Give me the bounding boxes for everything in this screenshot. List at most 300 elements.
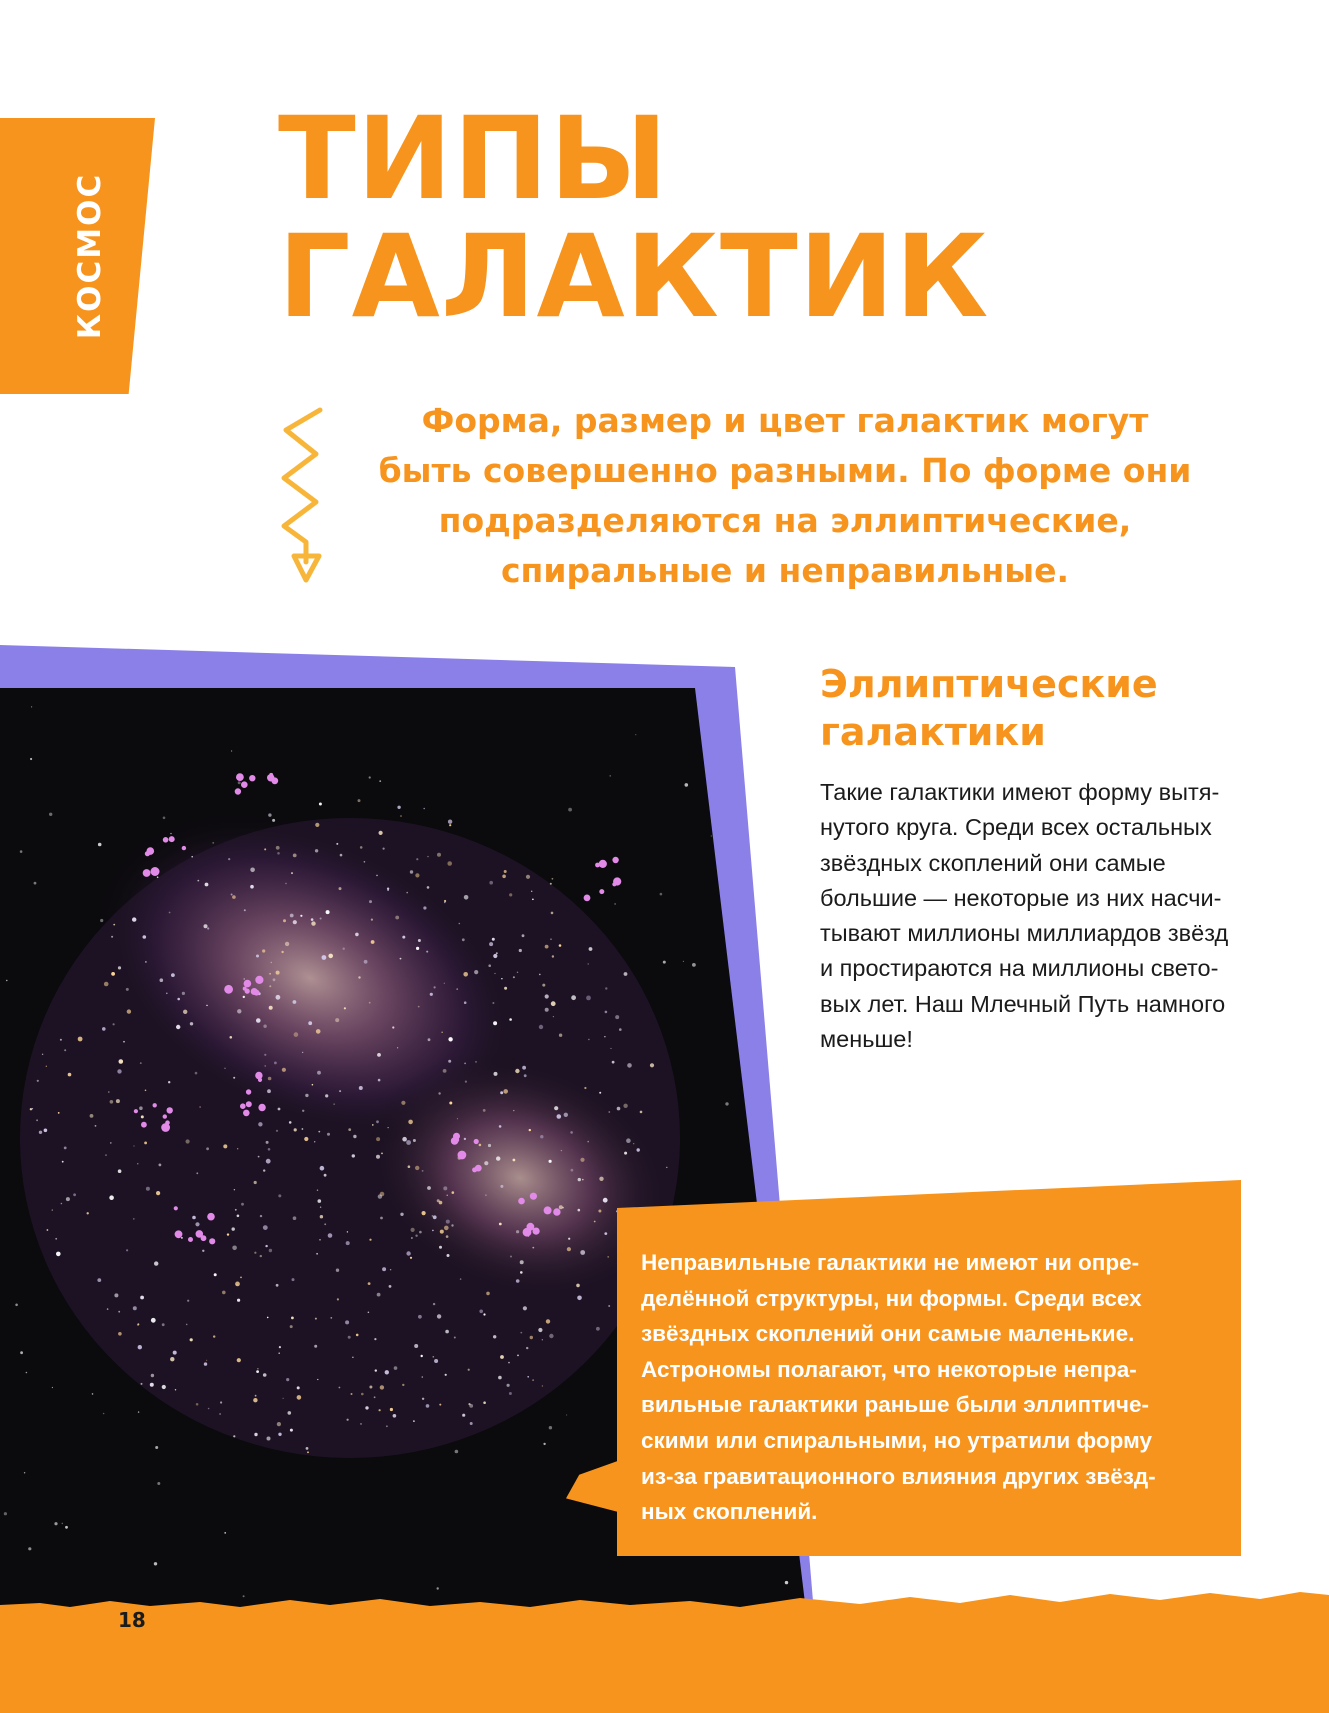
star-dot bbox=[400, 815, 402, 817]
star-dot bbox=[444, 1226, 449, 1231]
star-dot bbox=[103, 1413, 105, 1415]
star-dot bbox=[711, 835, 712, 836]
star-dot bbox=[598, 1210, 601, 1213]
star-dot bbox=[520, 1332, 522, 1334]
star-dot bbox=[133, 1306, 137, 1310]
star-dot bbox=[376, 1137, 380, 1141]
star-dot bbox=[264, 1054, 266, 1056]
pink-star-dot bbox=[599, 889, 604, 894]
pink-star-dot bbox=[196, 1230, 204, 1238]
star-dot bbox=[414, 1344, 418, 1348]
star-dot bbox=[381, 1153, 383, 1155]
star-dot bbox=[235, 1282, 240, 1287]
star-dot bbox=[343, 948, 345, 950]
page-title-line-2: ГАЛАКТИК bbox=[278, 210, 990, 343]
star-dot bbox=[393, 1414, 397, 1418]
star-dot bbox=[143, 935, 147, 939]
star-dot bbox=[421, 1355, 423, 1357]
star-dot bbox=[685, 783, 689, 787]
star-dot bbox=[486, 1292, 490, 1296]
star-dot bbox=[266, 1141, 269, 1144]
star-dot bbox=[151, 1318, 156, 1323]
star-dot bbox=[387, 888, 389, 890]
star-dot bbox=[623, 1104, 627, 1108]
body-line: вых лет. Наш Млечный Путь намного bbox=[820, 990, 1226, 1017]
star-dot bbox=[549, 1426, 552, 1429]
star-dot bbox=[317, 1379, 318, 1380]
star-dot bbox=[383, 848, 385, 850]
star-dot bbox=[464, 895, 469, 900]
star-dot bbox=[279, 1346, 281, 1348]
star-dot bbox=[508, 1362, 510, 1364]
star-dot bbox=[418, 1315, 422, 1319]
star-dot bbox=[419, 1231, 422, 1234]
pink-star-dot bbox=[255, 1072, 262, 1079]
star-dot bbox=[416, 947, 419, 950]
star-dot bbox=[237, 1358, 241, 1362]
pink-star-dot bbox=[530, 1193, 537, 1200]
star-dot bbox=[78, 1037, 83, 1042]
star-dot bbox=[157, 876, 159, 878]
star-dot bbox=[369, 1002, 371, 1004]
star-dot bbox=[444, 983, 445, 984]
star-dot bbox=[196, 1403, 199, 1406]
star-dot bbox=[386, 1425, 388, 1427]
pink-star-dot bbox=[174, 1206, 178, 1210]
star-dot bbox=[360, 1423, 362, 1425]
star-dot bbox=[464, 1063, 466, 1065]
star-dot bbox=[439, 1246, 442, 1249]
star-dot bbox=[457, 1118, 458, 1119]
star-dot bbox=[111, 936, 113, 938]
star-dot bbox=[542, 1385, 543, 1386]
callout-line: ных скоплений. bbox=[641, 1499, 818, 1525]
star-dot bbox=[415, 1235, 417, 1237]
star-dot bbox=[551, 1001, 556, 1006]
star-dot bbox=[328, 954, 333, 959]
star-dot bbox=[402, 936, 405, 939]
star-dot bbox=[364, 861, 366, 863]
star-dot bbox=[155, 1446, 158, 1449]
star-dot bbox=[554, 1106, 558, 1110]
star-dot bbox=[517, 972, 518, 973]
star-dot bbox=[422, 1398, 424, 1400]
star-dot bbox=[300, 915, 302, 917]
star-dot bbox=[445, 1330, 449, 1334]
star-dot bbox=[401, 1101, 405, 1105]
star-dot bbox=[150, 1383, 154, 1387]
star-dot bbox=[392, 1026, 394, 1028]
star-dot bbox=[445, 1374, 447, 1376]
star-dot bbox=[102, 1027, 106, 1031]
pink-star-dot bbox=[224, 985, 233, 994]
star-dot bbox=[447, 1254, 450, 1257]
star-dot bbox=[479, 1310, 483, 1314]
star-dot bbox=[369, 776, 371, 778]
star-dot bbox=[28, 1547, 31, 1550]
star-dot bbox=[118, 1169, 122, 1173]
star-dot bbox=[520, 1271, 523, 1274]
star-dot bbox=[336, 843, 338, 845]
star-dot bbox=[138, 1411, 139, 1412]
star-dot bbox=[271, 962, 272, 963]
star-dot bbox=[267, 1317, 269, 1319]
star-dot bbox=[542, 984, 545, 987]
star-dot bbox=[500, 1091, 503, 1094]
star-dot bbox=[339, 1387, 341, 1389]
star-dot bbox=[364, 960, 368, 964]
page-title bbox=[278, 92, 990, 343]
star-dot bbox=[224, 1068, 225, 1069]
star-dot bbox=[269, 973, 271, 975]
star-dot bbox=[371, 919, 373, 921]
star-dot bbox=[315, 823, 319, 827]
star-dot bbox=[116, 1099, 120, 1103]
star-dot bbox=[475, 1061, 477, 1063]
star-dot bbox=[633, 1143, 634, 1144]
star-dot bbox=[291, 1317, 294, 1320]
star-dot bbox=[550, 883, 552, 885]
star-dot bbox=[206, 1005, 207, 1006]
star-dot bbox=[154, 1261, 158, 1265]
star-dot bbox=[488, 1144, 491, 1147]
star-dot bbox=[227, 1233, 229, 1235]
star-dot bbox=[64, 1147, 67, 1150]
star-dot bbox=[389, 1285, 392, 1288]
star-dot bbox=[327, 1133, 330, 1136]
star-dot bbox=[224, 1532, 226, 1534]
star-dot bbox=[552, 878, 554, 880]
star-dot bbox=[588, 963, 589, 964]
pink-star-dot bbox=[255, 976, 263, 984]
star-dot bbox=[288, 1411, 292, 1415]
star-dot bbox=[433, 1356, 435, 1358]
star-dot bbox=[604, 1036, 605, 1037]
star-dot bbox=[268, 1077, 272, 1081]
star-dot bbox=[557, 1114, 562, 1119]
star-dot bbox=[439, 1404, 441, 1406]
star-dot bbox=[170, 833, 171, 834]
star-dot bbox=[379, 831, 383, 835]
star-dot bbox=[532, 899, 534, 901]
star-dot bbox=[369, 900, 372, 903]
intro-line: подразделяются на эллиптические, bbox=[438, 501, 1132, 540]
star-dot bbox=[171, 973, 175, 977]
star-dot bbox=[567, 1247, 571, 1251]
star-dot bbox=[196, 1172, 198, 1174]
star-dot bbox=[151, 1374, 154, 1377]
star-dot bbox=[66, 1197, 70, 1201]
pink-star-dot bbox=[595, 863, 600, 868]
star-dot bbox=[293, 854, 297, 858]
star-dot bbox=[562, 1207, 564, 1209]
star-dot bbox=[469, 1404, 473, 1408]
star-dot bbox=[278, 1108, 281, 1111]
star-dot bbox=[516, 1230, 519, 1233]
star-dot bbox=[377, 1293, 381, 1297]
star-dot bbox=[470, 1422, 473, 1425]
star-dot bbox=[484, 1161, 488, 1165]
star-dot bbox=[269, 1249, 272, 1252]
star-dot bbox=[566, 1414, 567, 1415]
star-dot bbox=[256, 1370, 259, 1373]
star-dot bbox=[650, 1063, 654, 1067]
star-dot bbox=[195, 1222, 199, 1226]
star-dot bbox=[293, 920, 297, 924]
star-dot bbox=[577, 1296, 582, 1301]
star-dot bbox=[568, 808, 572, 812]
star-dot bbox=[320, 918, 322, 920]
star-dot bbox=[607, 1256, 609, 1258]
star-dot bbox=[666, 1167, 667, 1168]
star-dot bbox=[6, 980, 7, 981]
star-dot bbox=[352, 1154, 355, 1157]
star-dot bbox=[402, 1137, 407, 1142]
star-dot bbox=[263, 1373, 267, 1377]
star-dot bbox=[519, 949, 522, 952]
star-dot bbox=[87, 1212, 89, 1214]
star-dot bbox=[605, 1011, 608, 1014]
star-dot bbox=[570, 1131, 573, 1134]
star-dot bbox=[44, 1129, 48, 1133]
star-dot bbox=[509, 1392, 512, 1395]
star-dot bbox=[489, 881, 493, 885]
star-dot bbox=[608, 1305, 610, 1307]
pink-star-dot bbox=[269, 773, 273, 777]
body-line: тывают миллионы миллиардов звёзд bbox=[820, 920, 1229, 947]
star-dot bbox=[278, 1352, 280, 1354]
star-dot bbox=[614, 903, 615, 904]
star-dot bbox=[283, 919, 286, 922]
star-dot bbox=[584, 1087, 586, 1089]
star-dot bbox=[531, 891, 532, 892]
star-dot bbox=[195, 1072, 198, 1075]
star-dot bbox=[253, 1398, 257, 1402]
pink-star-dot bbox=[165, 1120, 170, 1125]
star-dot bbox=[169, 912, 171, 914]
star-dot bbox=[385, 1370, 389, 1374]
star-dot bbox=[144, 1142, 147, 1145]
star-dot bbox=[549, 1160, 552, 1163]
star-dot bbox=[371, 940, 375, 944]
star-dot bbox=[446, 1235, 449, 1238]
star-dot bbox=[627, 1063, 632, 1068]
star-dot bbox=[376, 1120, 379, 1123]
star-dot bbox=[56, 1252, 61, 1257]
star-dot bbox=[235, 1209, 237, 1211]
star-dot bbox=[231, 894, 233, 896]
star-dot bbox=[324, 1174, 327, 1177]
star-dot bbox=[408, 1165, 411, 1168]
star-dot bbox=[580, 1250, 585, 1255]
pink-star-dot bbox=[175, 1230, 183, 1238]
pink-star-dot bbox=[235, 788, 241, 794]
star-dot bbox=[725, 1102, 728, 1105]
star-dot bbox=[379, 1409, 381, 1411]
star-dot bbox=[540, 1135, 543, 1138]
star-dot bbox=[117, 1069, 121, 1073]
star-dot bbox=[311, 921, 315, 925]
star-dot bbox=[266, 1159, 271, 1164]
star-dot bbox=[571, 995, 576, 1000]
star-dot bbox=[500, 1355, 504, 1359]
star-dot bbox=[529, 1129, 531, 1131]
star-dot bbox=[448, 1037, 452, 1041]
star-dot bbox=[204, 1362, 207, 1365]
pink-star-dot bbox=[533, 1228, 540, 1235]
star-dot bbox=[177, 998, 180, 1001]
star-dot bbox=[181, 1237, 183, 1239]
star-dot bbox=[183, 1010, 187, 1014]
star-dot bbox=[406, 1251, 410, 1255]
star-dot bbox=[272, 819, 275, 822]
star-dot bbox=[348, 1336, 351, 1339]
star-dot bbox=[293, 1216, 297, 1220]
star-dot bbox=[36, 1119, 38, 1121]
star-dot bbox=[325, 1094, 328, 1097]
star-dot bbox=[15, 1304, 18, 1307]
star-dot bbox=[571, 1169, 574, 1172]
callout-line: Неправильные галактики не имеют ни опре- bbox=[641, 1250, 1140, 1275]
star-dot bbox=[545, 1008, 549, 1012]
star-dot bbox=[522, 1066, 526, 1070]
star-dot bbox=[233, 1435, 235, 1437]
star-dot bbox=[55, 1238, 57, 1240]
star-dot bbox=[31, 706, 32, 707]
star-dot bbox=[413, 1139, 416, 1142]
star-dot bbox=[605, 987, 607, 989]
callout-line: из-за гравитационного влияния других звёзд- bbox=[641, 1463, 1156, 1489]
star-dot bbox=[98, 843, 102, 847]
star-dot bbox=[428, 1038, 431, 1041]
star-dot bbox=[220, 1401, 222, 1403]
star-dot bbox=[319, 803, 322, 806]
star-dot bbox=[65, 1526, 68, 1529]
star-dot bbox=[320, 1215, 323, 1218]
star-dot bbox=[559, 944, 562, 947]
star-dot bbox=[133, 1145, 134, 1146]
star-dot bbox=[162, 1323, 165, 1326]
star-dot bbox=[204, 924, 208, 928]
star-dot bbox=[411, 1237, 413, 1239]
pink-star-dot bbox=[141, 1122, 147, 1128]
star-dot bbox=[355, 933, 359, 937]
star-dot bbox=[455, 1450, 459, 1454]
star-dot bbox=[47, 1229, 49, 1231]
star-dot bbox=[423, 808, 425, 810]
star-dot bbox=[578, 1209, 581, 1212]
star-dot bbox=[46, 1066, 47, 1067]
star-dot bbox=[488, 964, 491, 967]
star-dot bbox=[234, 1189, 235, 1190]
star-dot bbox=[494, 973, 495, 974]
star-dot bbox=[49, 813, 52, 816]
star-dot bbox=[307, 1451, 309, 1453]
callout-line: Астрономы полагают, что некоторые непра- bbox=[641, 1356, 1137, 1382]
star-dot bbox=[568, 1238, 570, 1240]
star-dot bbox=[604, 1232, 607, 1235]
star-dot bbox=[156, 1191, 160, 1195]
star-dot bbox=[232, 1227, 235, 1230]
star-dot bbox=[308, 1021, 312, 1025]
star-dot bbox=[347, 1231, 348, 1232]
star-dot bbox=[133, 1218, 135, 1220]
pink-star-dot bbox=[246, 1101, 252, 1107]
pink-star-dot bbox=[474, 1139, 479, 1144]
star-dot bbox=[551, 912, 554, 915]
star-dot bbox=[410, 1257, 412, 1259]
star-dot bbox=[773, 977, 775, 979]
pink-star-dot bbox=[163, 1114, 167, 1118]
star-dot bbox=[154, 1562, 157, 1565]
star-dot bbox=[281, 951, 283, 953]
callout-line: вильные галактики раньше были эллиптиче- bbox=[641, 1392, 1149, 1418]
star-dot bbox=[110, 1142, 112, 1144]
star-dot bbox=[263, 1225, 268, 1230]
star-dot bbox=[352, 1357, 353, 1358]
star-dot bbox=[771, 1021, 772, 1022]
star-dot bbox=[258, 1122, 262, 1126]
star-dot bbox=[400, 1213, 403, 1216]
star-dot bbox=[594, 1221, 596, 1223]
star-dot bbox=[599, 1092, 601, 1094]
star-dot bbox=[390, 1269, 391, 1270]
star-dot bbox=[52, 1209, 53, 1210]
star-dot bbox=[460, 1278, 462, 1280]
star-dot bbox=[504, 987, 507, 990]
section-title bbox=[820, 660, 1158, 756]
pink-star-dot bbox=[244, 980, 252, 988]
star-dot bbox=[559, 1205, 563, 1209]
star-dot bbox=[492, 1002, 494, 1004]
pink-star-dot bbox=[153, 1103, 157, 1107]
intro-line: быть совершенно разными. По форме они bbox=[378, 451, 1192, 490]
star-dot bbox=[104, 982, 109, 987]
star-dot bbox=[559, 1034, 562, 1037]
star-dot bbox=[489, 942, 493, 946]
star-dot bbox=[368, 1282, 371, 1285]
star-dot bbox=[113, 1023, 115, 1025]
star-dot bbox=[447, 1195, 448, 1196]
callout-line: скими или спиральными, но утратили форму bbox=[641, 1427, 1152, 1453]
star-dot bbox=[451, 1224, 453, 1226]
star-dot bbox=[126, 1249, 128, 1251]
star-dot bbox=[205, 883, 209, 887]
star-dot bbox=[479, 1144, 482, 1147]
star-dot bbox=[208, 1408, 210, 1410]
star-dot bbox=[415, 873, 419, 877]
star-dot bbox=[291, 872, 293, 874]
star-dot bbox=[262, 949, 265, 952]
star-dot bbox=[330, 1317, 332, 1319]
page-number: 18 bbox=[118, 1608, 146, 1632]
star-dot bbox=[260, 1215, 262, 1217]
star-dot bbox=[268, 813, 271, 816]
star-dot bbox=[380, 1217, 383, 1220]
star-dot bbox=[640, 1111, 643, 1114]
star-dot bbox=[449, 824, 451, 826]
star-dot bbox=[114, 1293, 118, 1297]
star-dot bbox=[619, 1028, 622, 1031]
body-line: большие — некоторые из них насчи- bbox=[820, 884, 1222, 911]
star-dot bbox=[418, 1006, 420, 1008]
star-dot bbox=[587, 1141, 589, 1143]
star-dot bbox=[285, 942, 289, 946]
star-dot bbox=[580, 1158, 584, 1162]
star-dot bbox=[166, 993, 168, 995]
star-dot bbox=[374, 1396, 376, 1398]
star-dot bbox=[318, 1199, 322, 1203]
